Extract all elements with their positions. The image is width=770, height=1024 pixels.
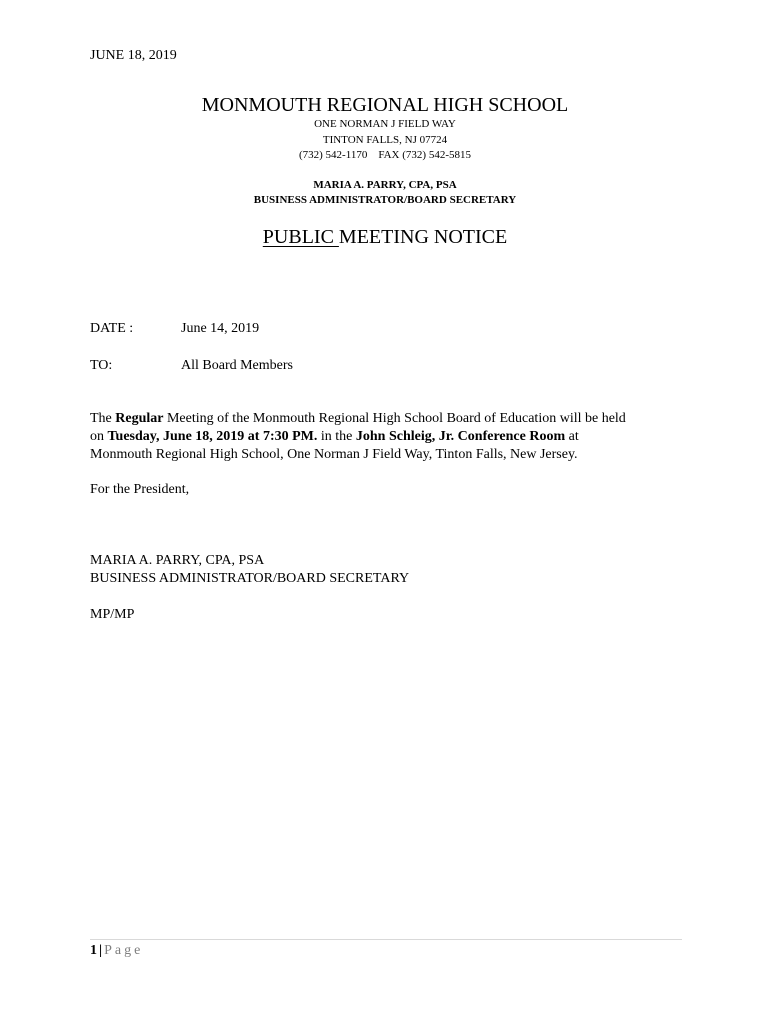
to-label: TO: (90, 358, 113, 373)
address-line-2: TINTON FALLS, NJ 07724 (322, 134, 448, 146)
date-label: DATE : (90, 321, 134, 336)
officer-name: MARIA A. PARRY, CPA, PSA (313, 179, 457, 191)
meeting-datetime: Tuesday, June 18, 2019 at 7:30 PM. (107, 429, 318, 444)
signature-title: BUSINESS ADMINISTRATOR/BOARD SECRETARY (90, 571, 410, 586)
initials: MP/MP (90, 607, 135, 622)
page-number: 1 (90, 943, 97, 958)
header-date: JUNE 18, 2019 (90, 48, 177, 63)
body-text: in the (317, 429, 356, 444)
school-name: MONMOUTH REGIONAL HIGH SCHOOL (201, 94, 569, 116)
body-line-3: Monmouth Regional High School, One Norman J Field Way, Tinton Falls, New Jersey. (90, 447, 578, 462)
footer-separator: | (99, 943, 103, 958)
footer-divider (90, 939, 682, 940)
body-text: The (90, 411, 116, 426)
to-value: All Board Members (181, 358, 293, 373)
meeting-location: John Schleig, Jr. Conference Room (355, 429, 566, 444)
body-text: at (565, 429, 579, 444)
body-text: Meeting of the Monmouth Regional High School Board of Education will be held (163, 411, 626, 426)
notice-title-underlined: PUBLIC (262, 226, 339, 248)
body-line-1 (90, 410, 690, 428)
phone-fax: (732) 542-1170 FAX (732) 542-5815 (298, 149, 471, 161)
address-line-1: ONE NORMAN J FIELD WAY (314, 118, 456, 130)
page-footer (90, 943, 143, 959)
notice-title-rest: MEETING NOTICE (338, 226, 508, 248)
notice-title (0, 226, 770, 249)
closing: For the President, (90, 482, 190, 497)
date-value: June 14, 2019 (181, 321, 260, 336)
signature-name: MARIA A. PARRY, CPA, PSA (90, 553, 265, 568)
body-text: on (90, 429, 108, 444)
meeting-type: Regular (115, 411, 164, 426)
page-label: Page (104, 943, 144, 958)
officer-title: BUSINESS ADMINISTRATOR/BOARD SECRETARY (253, 194, 517, 206)
body-line-2 (90, 428, 690, 446)
body-paragraph (90, 410, 690, 464)
